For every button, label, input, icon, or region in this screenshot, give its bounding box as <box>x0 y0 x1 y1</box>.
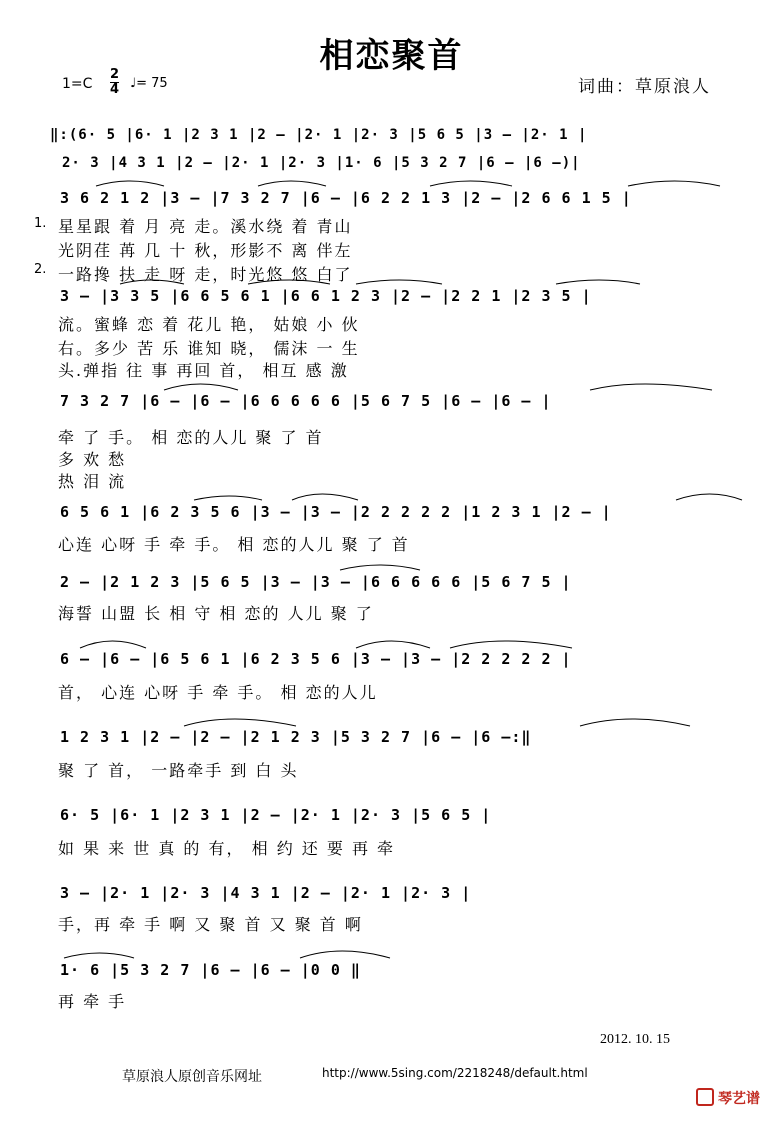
lyric-line-7: 聚 了 首， 一路牵手 到 白 头 <box>58 761 299 780</box>
notation-system-5: 2 – |2 1 2 3 |5 6 5 |3 – |3 – |6 6 6 6 6 |5 6 7 5 | <box>60 573 572 591</box>
lyric-line-3-v3: 热 泪 流 <box>58 472 127 491</box>
slur <box>430 181 512 186</box>
logo-text: 琴艺谱 <box>718 1091 760 1107</box>
lyric-line-2-v2: 右。多少 苦 乐 谁知 晓， 儒沫 一 生 <box>58 339 360 358</box>
slur <box>628 181 720 186</box>
lyric-line-1-v2: 光阴荏 苒 几 十 秋，形影不 离 伴左 <box>58 241 353 260</box>
lyric-line-4: 心连 心呀 手 牵 手。 相 恋的人儿 聚 了 首 <box>58 535 410 554</box>
slur <box>300 951 390 958</box>
slur <box>64 953 134 958</box>
song-title: 相恋聚首 <box>319 36 464 76</box>
lyric-line-10: 再 牵 手 <box>58 992 127 1011</box>
key-signature: 1=C <box>62 76 93 92</box>
slur <box>590 384 712 390</box>
slur <box>580 719 690 726</box>
verse-mark-1: 1. <box>34 216 47 231</box>
slur <box>356 641 430 648</box>
slur <box>340 565 420 570</box>
prelude-line-1: ‖:(6· 5 |6· 1 |2 3 1 |2 – |2· 1 |2· 3 |5 6 5 |3 – |2· 1 | <box>50 127 588 143</box>
site-url: http://www.5sing.com/2218248/default.html <box>322 1066 588 1080</box>
lyric-line-2-v1: 流。蜜蜂 恋 着 花儿 艳， 姑娘 小 伙 <box>58 315 360 334</box>
lyric-line-9: 手，再 牵 手 啊 又 聚 首 又 聚 首 啊 <box>58 915 363 934</box>
lyric-line-3-v2: 多 欢 愁 <box>58 450 127 469</box>
notation-system-10: 1· 6 |5 3 2 7 |6 – |6 – |0 0 ‖ <box>60 961 361 979</box>
notation-system-1: 3 6 2 1 2 |3 – |7 3 2 7 |6 – |6 2 2 1 3 |2 – |2 6 6 1 5 | <box>60 189 632 207</box>
notation-system-9: 3 – |2· 1 |2· 3 |4 3 1 |2 – |2· 1 |2· 3 | <box>60 884 472 902</box>
lyric-line-3-v1: 牵 了 手。 相 恋的人儿 聚 了 首 <box>58 428 324 447</box>
notation-system-2: 3 – |3 3 5 |6 6 5 6 1 |6 6 1 2 3 |2 – |2 2 1 |2 3 5 | <box>60 287 592 305</box>
slur <box>194 496 262 500</box>
lyric-line-1-v3: 一路搀 扶 走 呀 走，时光悠 悠 白了 <box>58 265 353 284</box>
notation-system-6: 6 – |6 – |6 5 6 1 |6 2 3 5 6 |3 – |3 – |2 2 2 2 2 | <box>60 650 572 668</box>
lyric-line-1-v1: 星星跟 着 月 亮 走。溪水绕 着 青山 <box>58 217 353 236</box>
logo-icon <box>696 1088 714 1106</box>
slur <box>120 280 184 284</box>
slur <box>164 384 238 390</box>
time-signature-top: 2 <box>110 67 120 82</box>
watermark-logo <box>696 1088 760 1108</box>
slur <box>80 641 146 648</box>
slur <box>258 181 326 186</box>
lyric-line-6: 首， 心连 心呀 手 牵 手。 相 恋的人儿 <box>58 683 378 702</box>
slur <box>450 641 572 648</box>
slur <box>292 494 358 500</box>
slur <box>248 280 330 284</box>
slur <box>556 280 640 284</box>
lyric-line-2-v3: 头.弹指 往 事 再回 首， 相互 感 激 <box>58 361 349 380</box>
slur <box>184 719 296 726</box>
notation-system-4: 6 5 6 1 |6 2 3 5 6 |3 – |3 – |2 2 2 2 2 |1 2 3 1 |2 – | <box>60 503 612 521</box>
author-credit: 词曲：草原浪人 <box>578 77 711 97</box>
time-signature-bottom: 4 <box>110 82 120 97</box>
slur <box>676 494 742 500</box>
site-name: 草原浪人原创音乐网址 <box>122 1069 262 1085</box>
slur <box>356 280 442 284</box>
notation-system-3: 7 3 2 7 |6 – |6 – |6 6 6 6 6 |5 6 7 5 |6 – |6 – | <box>60 392 552 410</box>
date-stamp: 2012. 10. 15 <box>600 1032 670 1047</box>
verse-mark-2: 2. <box>34 262 47 277</box>
lyric-line-8: 如 果 来 世 真 的 有， 相 约 还 要 再 牵 <box>58 839 396 858</box>
lyric-line-5: 海誓 山盟 长 相 守 相 恋的 人儿 聚 了 <box>58 604 374 623</box>
tempo-marking: ♩= 75 <box>130 76 168 91</box>
prelude-line-2: 2· 3 |4 3 1 |2 – |2· 1 |2· 3 |1· 6 |5 3 2 7 |6 – |6 –)| <box>62 155 581 171</box>
notation-system-7: 1 2 3 1 |2 – |2 – |2 1 2 3 |5 3 2 7 |6 – |6 –:‖ <box>60 728 532 746</box>
notation-system-8: 6· 5 |6· 1 |2 3 1 |2 – |2· 1 |2· 3 |5 6 5 | <box>60 806 492 824</box>
slur <box>96 181 164 186</box>
